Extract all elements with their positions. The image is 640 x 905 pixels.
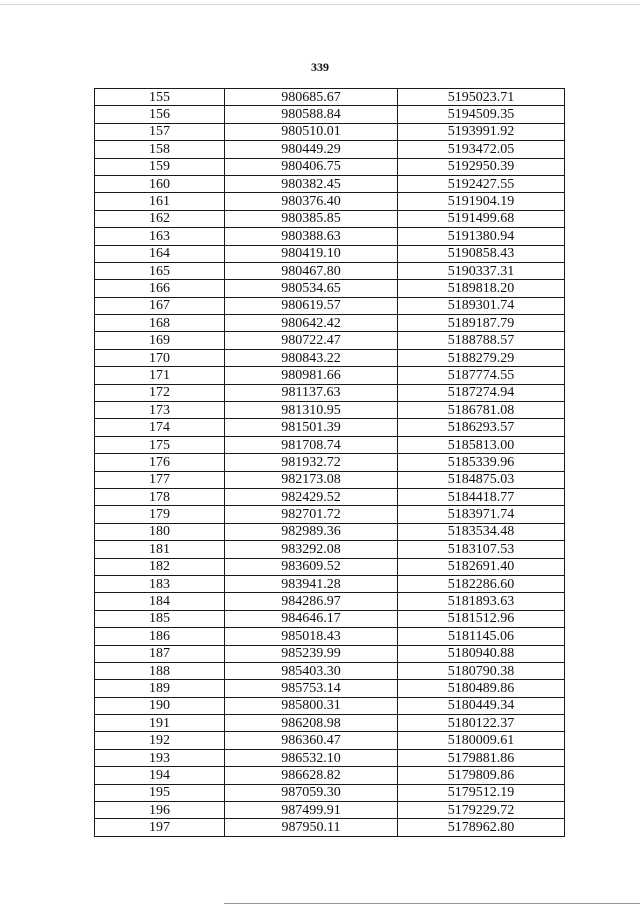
y-coordinate-cell: 5179512.19 xyxy=(398,784,565,801)
x-coordinate-cell: 980419.10 xyxy=(225,245,398,262)
table-row xyxy=(95,645,565,662)
table-row xyxy=(95,367,565,384)
table-row xyxy=(95,384,565,401)
point-number-cell: 166 xyxy=(95,280,225,297)
x-coordinate-cell: 987950.11 xyxy=(225,819,398,836)
point-number-cell: 184 xyxy=(95,593,225,610)
y-coordinate-cell: 5180449.34 xyxy=(398,697,565,714)
table-row xyxy=(95,402,565,419)
x-coordinate-cell: 980722.47 xyxy=(225,332,398,349)
x-coordinate-cell: 980376.40 xyxy=(225,193,398,210)
bottom-rule xyxy=(224,903,640,904)
table-row xyxy=(95,228,565,245)
table-row xyxy=(95,662,565,679)
table-row xyxy=(95,471,565,488)
x-coordinate-cell: 980388.63 xyxy=(225,228,398,245)
x-coordinate-cell: 986360.47 xyxy=(225,732,398,749)
x-coordinate-cell: 985753.14 xyxy=(225,680,398,697)
point-number-cell: 179 xyxy=(95,506,225,523)
point-number-cell: 156 xyxy=(95,106,225,123)
x-coordinate-cell: 980510.01 xyxy=(225,123,398,140)
table-row xyxy=(95,610,565,627)
x-coordinate-cell: 985800.31 xyxy=(225,697,398,714)
table-row xyxy=(95,454,565,471)
table-row xyxy=(95,541,565,558)
y-coordinate-cell: 5183971.74 xyxy=(398,506,565,523)
point-number-cell: 188 xyxy=(95,662,225,679)
table-row xyxy=(95,175,565,192)
point-number-cell: 168 xyxy=(95,315,225,332)
y-coordinate-cell: 5180940.88 xyxy=(398,645,565,662)
y-coordinate-cell: 5178962.80 xyxy=(398,819,565,836)
x-coordinate-cell: 981932.72 xyxy=(225,454,398,471)
y-coordinate-cell: 5190858.43 xyxy=(398,245,565,262)
y-coordinate-cell: 5188788.57 xyxy=(398,332,565,349)
y-coordinate-cell: 5182286.60 xyxy=(398,575,565,592)
x-coordinate-cell: 982429.52 xyxy=(225,488,398,505)
table-row xyxy=(95,819,565,836)
x-coordinate-cell: 980382.45 xyxy=(225,175,398,192)
y-coordinate-cell: 5184418.77 xyxy=(398,488,565,505)
point-number-cell: 155 xyxy=(95,89,225,106)
x-coordinate-cell: 980467.80 xyxy=(225,262,398,279)
x-coordinate-cell: 980588.84 xyxy=(225,106,398,123)
x-coordinate-cell: 987499.91 xyxy=(225,802,398,819)
point-number-cell: 181 xyxy=(95,541,225,558)
point-number-cell: 160 xyxy=(95,175,225,192)
table-row xyxy=(95,628,565,645)
top-rule xyxy=(0,4,640,5)
table-row xyxy=(95,715,565,732)
table-row xyxy=(95,193,565,210)
y-coordinate-cell: 5182691.40 xyxy=(398,558,565,575)
x-coordinate-cell: 981137.63 xyxy=(225,384,398,401)
point-number-cell: 182 xyxy=(95,558,225,575)
x-coordinate-cell: 985403.30 xyxy=(225,662,398,679)
point-number-cell: 177 xyxy=(95,471,225,488)
y-coordinate-cell: 5193991.92 xyxy=(398,123,565,140)
y-coordinate-cell: 5179809.86 xyxy=(398,767,565,784)
table-row xyxy=(95,784,565,801)
x-coordinate-cell: 987059.30 xyxy=(225,784,398,801)
point-number-cell: 197 xyxy=(95,819,225,836)
y-coordinate-cell: 5187274.94 xyxy=(398,384,565,401)
point-number-cell: 158 xyxy=(95,141,225,158)
y-coordinate-cell: 5180009.61 xyxy=(398,732,565,749)
coordinates-table-body xyxy=(95,89,565,837)
x-coordinate-cell: 980843.22 xyxy=(225,349,398,366)
table-row xyxy=(95,436,565,453)
point-number-cell: 191 xyxy=(95,715,225,732)
point-number-cell: 185 xyxy=(95,610,225,627)
y-coordinate-cell: 5180122.37 xyxy=(398,715,565,732)
y-coordinate-cell: 5192427.55 xyxy=(398,175,565,192)
y-coordinate-cell: 5195023.71 xyxy=(398,89,565,106)
table-row xyxy=(95,89,565,106)
x-coordinate-cell: 984286.97 xyxy=(225,593,398,610)
table-row xyxy=(95,141,565,158)
y-coordinate-cell: 5188279.29 xyxy=(398,349,565,366)
point-number-cell: 162 xyxy=(95,210,225,227)
x-coordinate-cell: 986532.10 xyxy=(225,749,398,766)
x-coordinate-cell: 981708.74 xyxy=(225,436,398,453)
point-number-cell: 176 xyxy=(95,454,225,471)
point-number-cell: 167 xyxy=(95,297,225,314)
y-coordinate-cell: 5189187.79 xyxy=(398,315,565,332)
x-coordinate-cell: 980449.29 xyxy=(225,141,398,158)
table-row xyxy=(95,749,565,766)
y-coordinate-cell: 5183534.48 xyxy=(398,523,565,540)
point-number-cell: 192 xyxy=(95,732,225,749)
x-coordinate-cell: 980685.67 xyxy=(225,89,398,106)
page-number: 339 xyxy=(311,60,329,74)
y-coordinate-cell: 5180489.86 xyxy=(398,680,565,697)
table-row xyxy=(95,488,565,505)
x-coordinate-cell: 982701.72 xyxy=(225,506,398,523)
table-row xyxy=(95,315,565,332)
x-coordinate-cell: 982173.08 xyxy=(225,471,398,488)
table-row xyxy=(95,680,565,697)
point-number-cell: 171 xyxy=(95,367,225,384)
table-row xyxy=(95,419,565,436)
table-row xyxy=(95,558,565,575)
point-number-cell: 164 xyxy=(95,245,225,262)
y-coordinate-cell: 5194509.35 xyxy=(398,106,565,123)
y-coordinate-cell: 5192950.39 xyxy=(398,158,565,175)
table-row xyxy=(95,297,565,314)
table-row xyxy=(95,575,565,592)
x-coordinate-cell: 980642.42 xyxy=(225,315,398,332)
table-row xyxy=(95,506,565,523)
point-number-cell: 161 xyxy=(95,193,225,210)
point-number-cell: 170 xyxy=(95,349,225,366)
x-coordinate-cell: 983941.28 xyxy=(225,575,398,592)
y-coordinate-cell: 5191380.94 xyxy=(398,228,565,245)
x-coordinate-cell: 980385.85 xyxy=(225,210,398,227)
y-coordinate-cell: 5181512.96 xyxy=(398,610,565,627)
y-coordinate-cell: 5180790.38 xyxy=(398,662,565,679)
x-coordinate-cell: 980534.65 xyxy=(225,280,398,297)
point-number-cell: 163 xyxy=(95,228,225,245)
x-coordinate-cell: 982989.36 xyxy=(225,523,398,540)
point-number-cell: 187 xyxy=(95,645,225,662)
x-coordinate-cell: 986628.82 xyxy=(225,767,398,784)
table-row xyxy=(95,123,565,140)
y-coordinate-cell: 5179229.72 xyxy=(398,802,565,819)
y-coordinate-cell: 5189818.20 xyxy=(398,280,565,297)
table-row xyxy=(95,158,565,175)
y-coordinate-cell: 5191904.19 xyxy=(398,193,565,210)
y-coordinate-cell: 5190337.31 xyxy=(398,262,565,279)
table-row xyxy=(95,732,565,749)
point-number-cell: 193 xyxy=(95,749,225,766)
point-number-cell: 190 xyxy=(95,697,225,714)
y-coordinate-cell: 5184875.03 xyxy=(398,471,565,488)
y-coordinate-cell: 5181145.06 xyxy=(398,628,565,645)
point-number-cell: 172 xyxy=(95,384,225,401)
x-coordinate-cell: 986208.98 xyxy=(225,715,398,732)
x-coordinate-cell: 984646.17 xyxy=(225,610,398,627)
table-row xyxy=(95,593,565,610)
x-coordinate-cell: 985239.99 xyxy=(225,645,398,662)
point-number-cell: 157 xyxy=(95,123,225,140)
table-row xyxy=(95,262,565,279)
y-coordinate-cell: 5186293.57 xyxy=(398,419,565,436)
point-number-cell: 178 xyxy=(95,488,225,505)
point-number-cell: 165 xyxy=(95,262,225,279)
y-coordinate-cell: 5183107.53 xyxy=(398,541,565,558)
point-number-cell: 159 xyxy=(95,158,225,175)
table-row xyxy=(95,349,565,366)
table-row xyxy=(95,523,565,540)
point-number-cell: 189 xyxy=(95,680,225,697)
point-number-cell: 169 xyxy=(95,332,225,349)
table-row xyxy=(95,802,565,819)
point-number-cell: 195 xyxy=(95,784,225,801)
table-row xyxy=(95,106,565,123)
table-row xyxy=(95,697,565,714)
y-coordinate-cell: 5185813.00 xyxy=(398,436,565,453)
table-row xyxy=(95,767,565,784)
table-row xyxy=(95,280,565,297)
x-coordinate-cell: 981501.39 xyxy=(225,419,398,436)
point-number-cell: 175 xyxy=(95,436,225,453)
y-coordinate-cell: 5185339.96 xyxy=(398,454,565,471)
y-coordinate-cell: 5179881.86 xyxy=(398,749,565,766)
point-number-cell: 173 xyxy=(95,402,225,419)
y-coordinate-cell: 5186781.08 xyxy=(398,402,565,419)
point-number-cell: 183 xyxy=(95,575,225,592)
point-number-cell: 194 xyxy=(95,767,225,784)
x-coordinate-cell: 980981.66 xyxy=(225,367,398,384)
x-coordinate-cell: 980619.57 xyxy=(225,297,398,314)
x-coordinate-cell: 985018.43 xyxy=(225,628,398,645)
x-coordinate-cell: 983292.08 xyxy=(225,541,398,558)
y-coordinate-cell: 5187774.55 xyxy=(398,367,565,384)
point-number-cell: 174 xyxy=(95,419,225,436)
table-row xyxy=(95,210,565,227)
x-coordinate-cell: 980406.75 xyxy=(225,158,398,175)
table-row xyxy=(95,332,565,349)
y-coordinate-cell: 5193472.05 xyxy=(398,141,565,158)
y-coordinate-cell: 5189301.74 xyxy=(398,297,565,314)
point-number-cell: 186 xyxy=(95,628,225,645)
point-number-cell: 196 xyxy=(95,802,225,819)
x-coordinate-cell: 981310.95 xyxy=(225,402,398,419)
coordinates-table xyxy=(94,88,565,837)
table-row xyxy=(95,245,565,262)
y-coordinate-cell: 5181893.63 xyxy=(398,593,565,610)
y-coordinate-cell: 5191499.68 xyxy=(398,210,565,227)
x-coordinate-cell: 983609.52 xyxy=(225,558,398,575)
point-number-cell: 180 xyxy=(95,523,225,540)
